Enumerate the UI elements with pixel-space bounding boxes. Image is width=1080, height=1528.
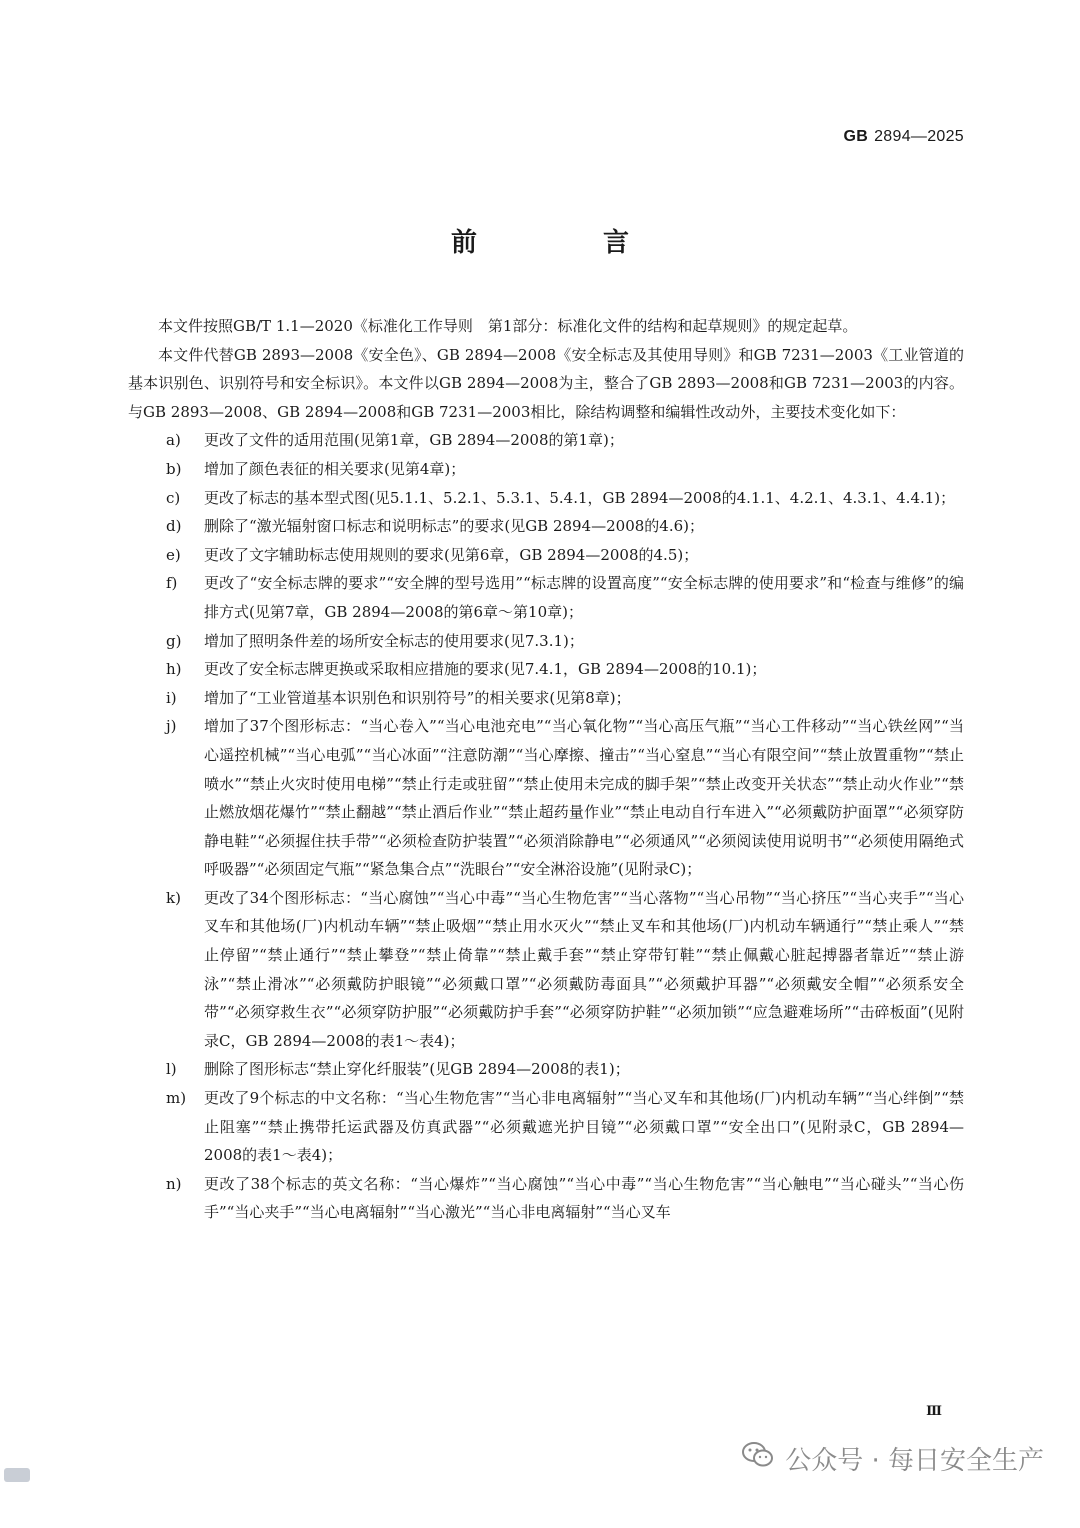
list-marker: j) [166,717,177,736]
document-body [128,312,964,1227]
list-item-text: 增加了照明条件差的场所安全标志的使用要求(见7.3.1)； [204,631,584,650]
list-item-text: 更改了9个标志的中文名称：“当心生物危害”“当心非电离辐射”“当心叉车和其他场(厂)内机动车辆”“当心绊倒”“禁止阻塞”“禁止携带托运武器及仿真武器”“必须戴遮光护目镜”“必须戴口罩”“安全出口”(见附录C，GB 2894—2008的表1～表4)； [204,1089,964,1165]
list-item-text: 更改了34个图形标志：“当心腐蚀”“当心中毒”“当心生物危害”“当心落物”“当心吊物”“当心挤压”“当心夹手”“当心叉车和其他场(厂)内机动车辆”“禁止吸烟”“禁止用水灭火”“禁止叉车和其他场(厂)内机动车辆通行”“禁止乘人”“禁止停留”“禁止通行”“禁止攀登”“禁止倚靠”“禁止戴手套”“禁止穿带钉鞋”“禁止佩戴心脏起搏器者靠近”“禁止游泳”“禁止滑冰”“必须戴防护眼镜”“必须戴口罩”“必须戴防毒面具”“必须戴护耳器”“必须戴安全帽”“必须系安全带”“必须穿救生衣”“必须穿防护服”“必须戴防护手套”“必须穿防护鞋”“必须加锁”“应急避难场所”“击碎板面”(见附录C，GB 2894—2008的表1～表4)； [204,888,964,1050]
watermark-text: 公众号 · 每日安全生产 [785,1446,1044,1476]
list-item [128,484,964,513]
list-item-text: 更改了文字辅助标志使用规则的要求(见第6章，GB 2894—2008的4.5)； [204,545,699,564]
list-marker: b) [166,459,182,478]
list-item [128,426,964,455]
list-marker: c) [166,488,181,507]
list-item [128,1170,964,1227]
list-marker: d) [166,517,182,536]
list-item [128,455,964,484]
watermark [741,1440,1044,1477]
list-item-text: 删除了图形标志“禁止穿化纤服装”(见GB 2894—2008的表1)； [204,1060,630,1079]
technical-changes-list [128,426,964,1227]
list-item-text: 增加了“工业管道基本识别色和识别符号”的相关要求(见第8章)； [204,688,631,707]
list-item [128,569,964,626]
list-marker: i) [166,688,177,707]
list-marker: n) [166,1174,182,1193]
list-marker: f) [166,574,178,593]
intro-paragraph-2: 本文件代替GB 2893—2008《安全色》、GB 2894—2008《安全标志及其使用导则》和GB 7231—2003《工业管道的基本识别色、识别符号和安全标识》。本文件以GB 2894—2008为主，整合了GB 2893—2008和GB 7231—2003的内容。与GB 2893—2008、GB 2894—2008和GB 7231—2003相比，除结构调整和编辑性改动外，主要技术变化如下： [128,345,964,421]
standard-number: 2894—2025 [874,128,964,145]
list-marker: e) [166,545,181,564]
list-item [128,884,964,1056]
list-item-text: 增加了37个图形标志：“当心卷入”“当心电池充电”“当心氧化物”“当心高压气瓶”“当心工件移动”“当心铁丝网”“当心遥控机械”“当心电弧”“当心冰面”“注意防潮”“当心摩擦、撞击”“当心窒息”“当心有限空间”“禁止放置重物”“禁止喷水”“禁止火灾时使用电梯”“禁止行走或驻留”“禁止使用未完成的脚手架”“禁止改变开关状态”“禁止动火作业”“禁止燃放烟花爆竹”“禁止翻越”“禁止酒后作业”“禁止超药量作业”“禁止电动自行车进入”“必须戴防护面罩”“必须穿防静电鞋”“必须握住扶手带”“必须检查防护装置”“必须消除静电”“必须通风”“必须阅读使用说明书”“必须使用隔绝式呼吸器”“必须固定气瓶”“紧急集合点”“洗眼台”“安全淋浴设施”(见附录C)； [204,717,964,879]
list-marker: l) [166,1060,177,1079]
standard-prefix: GB [843,128,869,145]
page-number: Ⅲ [926,1404,942,1419]
list-marker: k) [166,888,181,907]
list-item [128,627,964,656]
list-item-text: 更改了38个标志的英文名称：“当心爆炸”“当心腐蚀”“当心中毒”“当心生物危害”“当心触电”“当心碰头”“当心伤手”“当心夹手”“当心电离辐射”“当心激光”“当心非电离辐射”“当心叉车 [204,1174,964,1222]
corner-logo [4,1468,30,1482]
list-item [128,712,964,884]
wechat-icon [741,1440,775,1477]
list-marker: h) [166,660,182,679]
list-marker: a) [166,431,181,450]
list-item [128,512,964,541]
list-item-text: 更改了“安全标志牌的要求”“安全牌的型号选用”“标志牌的设置高度”“安全标志牌的使用要求”和“检查与维修”的编排方式(见第7章，GB 2894—2008的第6章～第10章)； [204,574,964,621]
list-marker: g) [166,631,182,650]
list-item [128,655,964,684]
document-header-code [844,128,965,146]
list-item-text: 更改了文件的适用范围(见第1章，GB 2894—2008的第1章)； [204,431,624,450]
list-item [128,541,964,570]
intro-paragraph-1: 本文件按照GB/T 1.1—2020《标准化工作导则 第1部分：标准化文件的结构和起草规则》的规定起草。 [158,317,858,335]
list-item-text: 删除了“激光辐射窗口标志和说明标志”的要求(见GB 2894—2008的4.6)； [204,517,705,536]
list-item-text: 更改了标志的基本型式图(见5.1.1、5.2.1、5.3.1、5.4.1，GB 2894—2008的4.1.1、4.2.1、4.3.1、4.4.1)； [204,488,956,507]
list-item-text: 更改了安全标志牌更换或采取相应措施的要求(见7.4.1，GB 2894—2008的10.1)； [204,660,767,679]
list-marker: m) [166,1089,187,1108]
page-title: 前 言 [450,228,679,258]
list-item [128,1055,964,1084]
list-item-text: 增加了颜色表征的相关要求(见第4章)； [204,459,466,478]
list-item [128,1084,964,1170]
list-item [128,684,964,713]
